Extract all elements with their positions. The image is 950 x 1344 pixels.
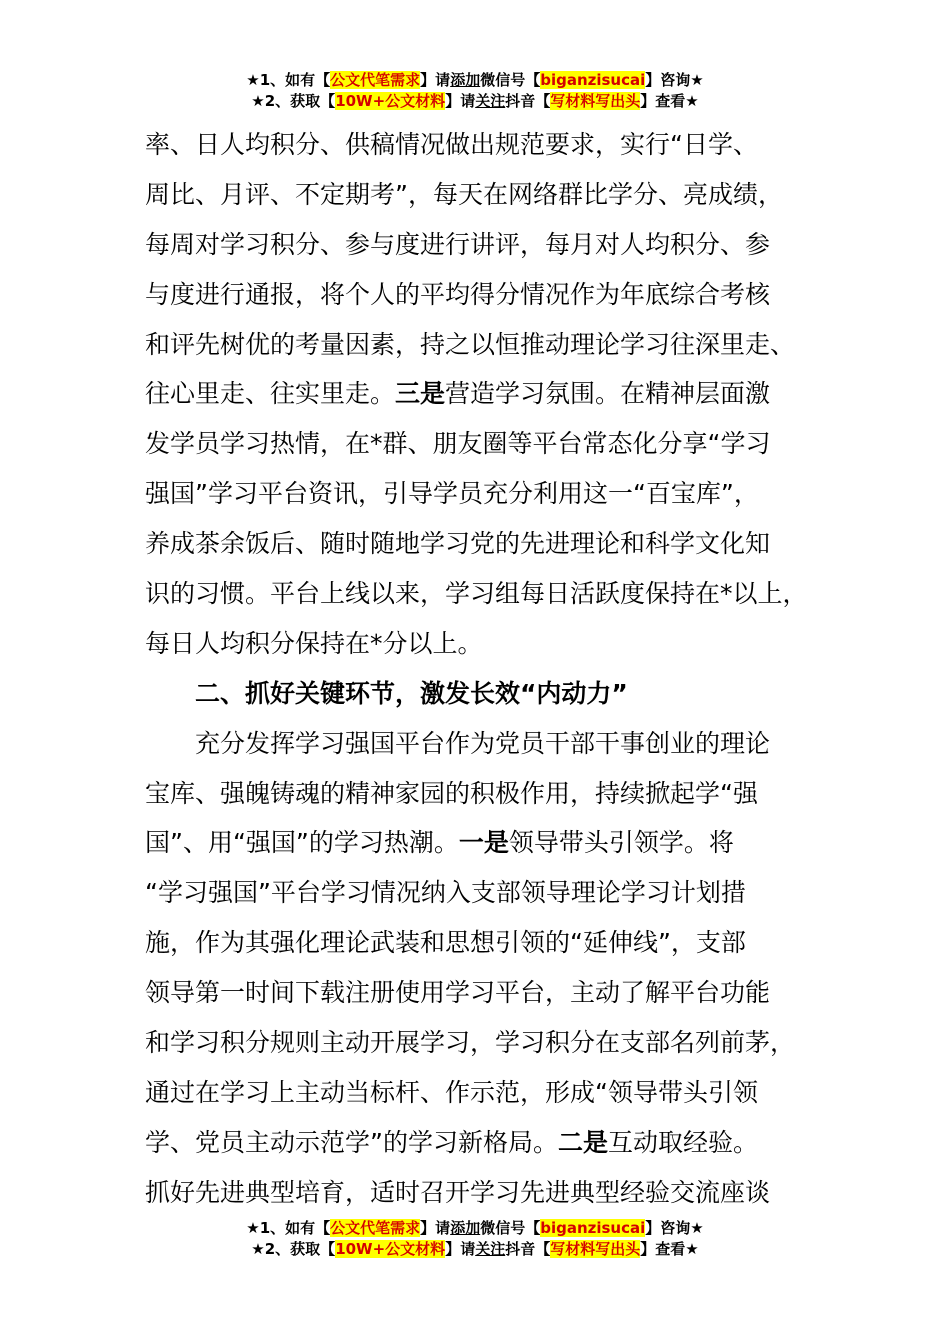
paragraph-line: 每周对学习积分、参与度进行讲评，每月对人均积分、参	[145, 229, 771, 259]
paragraph-line: 通过在学习上主动当标杆、作示范，形成“领导带头引领	[145, 1077, 758, 1107]
banner-text: 】请	[445, 92, 476, 110]
banner-text: 】查看★	[640, 92, 699, 110]
banner-text: ★2、获取【	[251, 1240, 336, 1258]
paragraph-line	[145, 369, 825, 419]
banner-text: 】咨询★	[645, 71, 704, 89]
paragraph-line: 与度进行通报，将个人的平均得分情况作为年底综合考核	[145, 279, 771, 309]
banner-text: 微信号【	[480, 1219, 541, 1237]
banner-underline-text: 添加	[450, 71, 481, 89]
douyin-account-highlight: 写材料写出头	[550, 92, 641, 110]
text-run: 学、党员主动示范学”的学习新格局。	[145, 1127, 558, 1157]
paragraph-line: 抓好先进典型培育，适时召开学习先进典型经验交流座谈	[145, 1177, 771, 1207]
text-run: 国”、用“强国”的学习热潮。	[145, 828, 459, 858]
header-banner	[0, 70, 950, 112]
banner-text: 抖音【	[505, 92, 551, 110]
banner-underline-text: 添加	[450, 1219, 481, 1237]
paragraph-line: 每日人均积分保持在*分以上。	[145, 628, 483, 658]
banner-underline-text: 关注	[475, 92, 506, 110]
banner-text: 抖音【	[505, 1240, 551, 1258]
text-run: 往心里走、往实里走。	[145, 379, 396, 409]
banner-text: 】请	[445, 1240, 476, 1258]
section-heading-text: 二、抓好关键环节，激发长效“内动力”	[195, 678, 628, 708]
banner-text: 】咨询★	[645, 1219, 704, 1237]
header-banner-line-2	[0, 91, 950, 112]
bold-keyword: 三是	[395, 379, 446, 409]
paragraph-line	[145, 1118, 825, 1168]
banner-highlight: 公文代笔需求	[330, 71, 421, 89]
banner-highlight: 10W+公文材料	[335, 1240, 446, 1258]
paragraph-line: 和学习积分规则主动开展学习，学习积分在支部名列前茅，	[145, 1028, 796, 1058]
paragraph-line: 宝库、强魄铸魂的精神家园的积极作用，持续掀起学“强	[145, 778, 758, 808]
paragraph-line: 充分发挥学习强国平台作为党员干部干事创业的理论	[195, 728, 771, 758]
banner-text: ★1、如有【	[246, 1219, 331, 1237]
paragraph-line: 强国”学习平台资讯，引导学员充分利用这一“百宝库”，	[145, 479, 759, 509]
douyin-account-highlight: 写材料写出头	[550, 1240, 641, 1258]
paragraph-line	[145, 818, 825, 868]
document-body	[145, 120, 825, 1218]
bold-keyword: 二是	[557, 1127, 608, 1157]
paragraph-line: 发学员学习热情，在*群、朋友圈等平台常态化分享“学习	[145, 429, 771, 459]
text-run: 营造学习氛围。在精神层面激	[445, 379, 771, 409]
banner-text: 】请	[420, 1219, 451, 1237]
paragraph-line: 施，作为其强化理论武装和思想引领的“延伸线”，支部	[145, 928, 746, 958]
paragraph-line: 和评先树优的考量因素，持之以恒推动理论学习往深里走、	[145, 329, 796, 359]
banner-text: ★1、如有【	[246, 71, 331, 89]
section-heading	[145, 669, 825, 719]
paragraph-line: 领导第一时间下载注册使用学习平台，主动了解平台功能	[145, 978, 771, 1008]
footer-banner-line-2	[0, 1239, 950, 1260]
banner-highlight: 公文代笔需求	[330, 1219, 421, 1237]
wechat-id-highlight: biganzisucai	[540, 71, 646, 89]
paragraph-line: 识的习惯。平台上线以来，学习组每日活跃度保持在*以上，	[145, 579, 808, 609]
header-banner-line-1	[0, 70, 950, 91]
banner-highlight: 10W+公文材料	[335, 92, 446, 110]
paragraph-line: “学习强国”平台学习情况纳入支部领导理论学习计划措	[145, 878, 746, 908]
footer-banner-line-1	[0, 1218, 950, 1239]
banner-text: 微信号【	[480, 71, 541, 89]
text-run: 互动取经验。	[607, 1127, 758, 1157]
banner-underline-text: 关注	[475, 1240, 506, 1258]
paragraph-line: 率、日人均积分、供稿情况做出规范要求，实行“日学、	[145, 130, 758, 159]
banner-text: ★2、获取【	[251, 92, 336, 110]
bold-keyword: 一是	[458, 828, 509, 858]
paragraph-line: 养成茶余饭后、随时随地学习党的先进理论和科学文化知	[145, 529, 771, 559]
banner-text: 】查看★	[640, 1240, 699, 1258]
paragraph-line: 周比、月评、不定期考”，每天在网络群比学分、亮成绩，	[145, 179, 783, 209]
wechat-id-highlight: biganzisucai	[540, 1219, 646, 1237]
footer-banner	[0, 1218, 950, 1260]
text-run: 领导带头引领学。将	[508, 828, 734, 858]
banner-text: 】请	[420, 71, 451, 89]
